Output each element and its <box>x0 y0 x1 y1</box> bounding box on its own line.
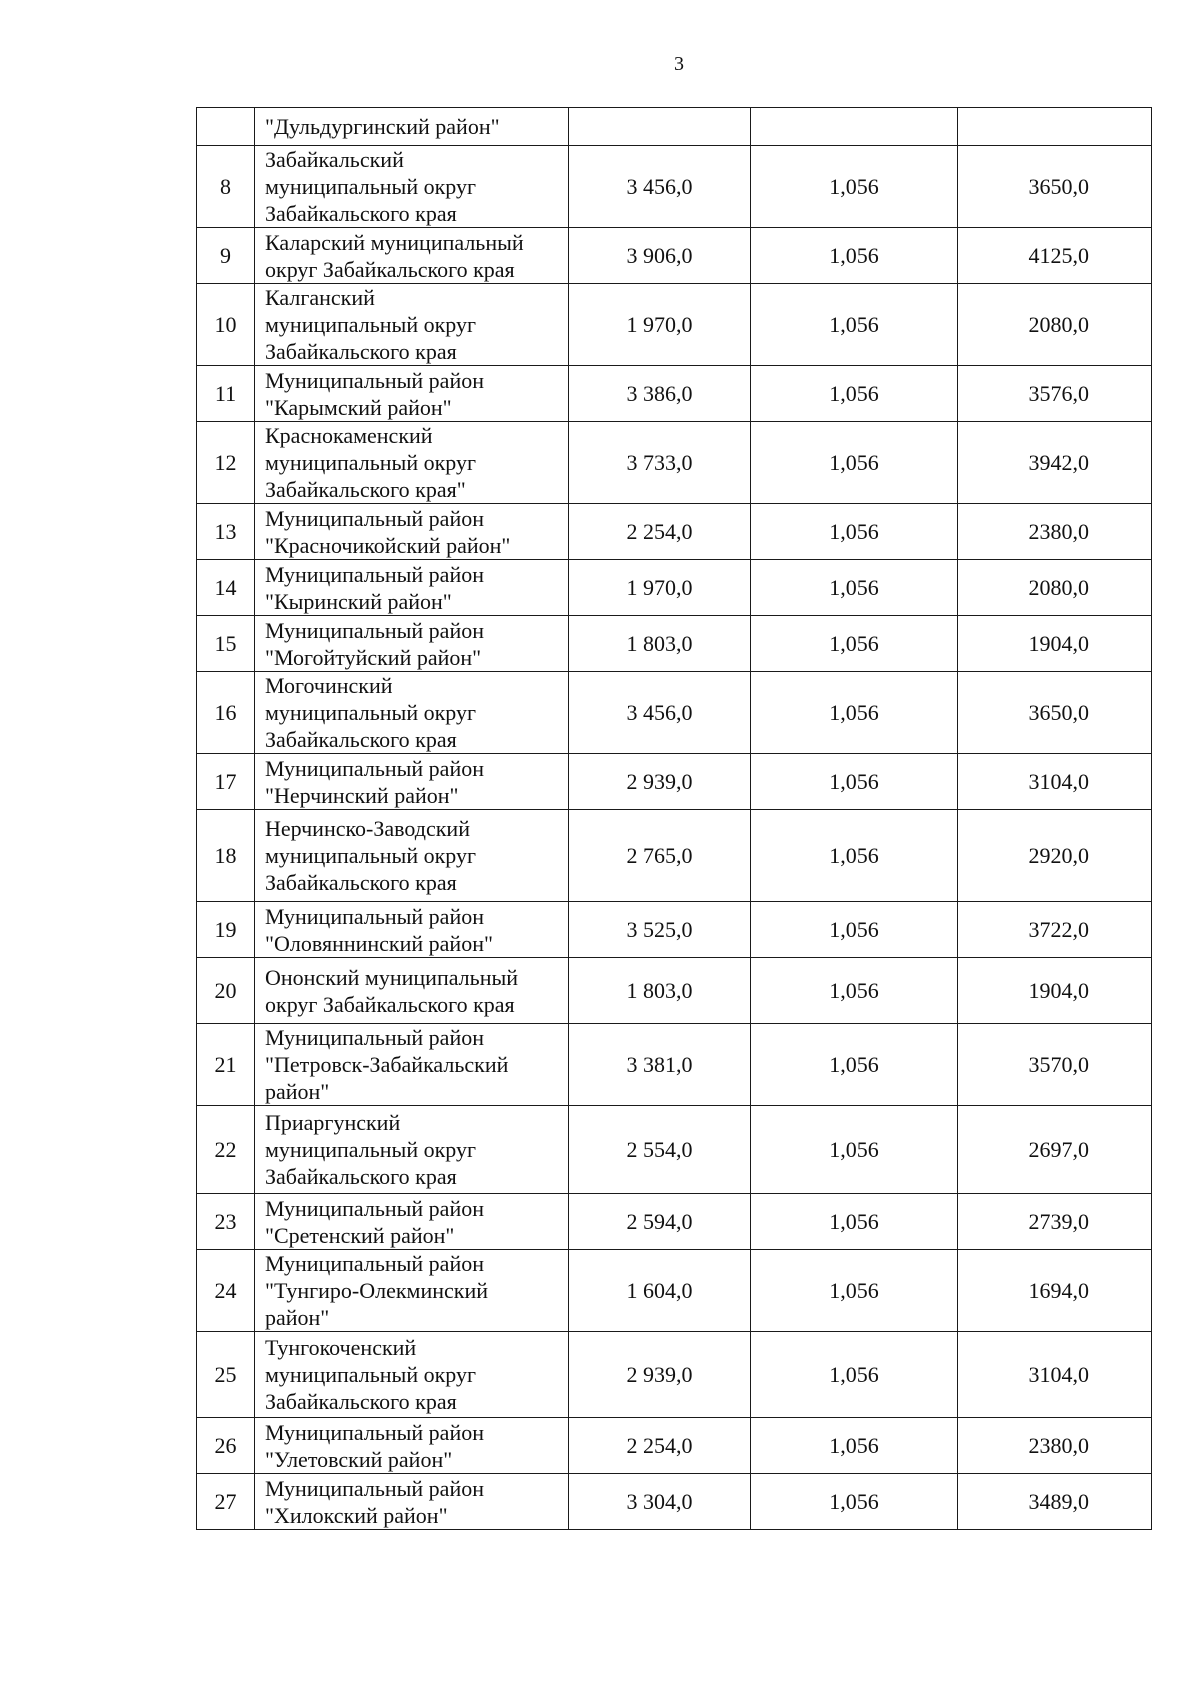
row-number-cell: 22 <box>197 1106 255 1194</box>
district-name-line: муниципальный округ <box>265 174 477 199</box>
value-c-cell: 2920,0 <box>958 810 1152 902</box>
row-number-cell: 20 <box>197 958 255 1024</box>
value-a-cell: 1 604,0 <box>569 1250 751 1332</box>
value-a-cell: 2 594,0 <box>569 1194 751 1250</box>
district-name-line: Забайкальского края <box>265 1164 457 1189</box>
coefficient-cell: 1,056 <box>751 810 958 902</box>
district-name-cell <box>255 228 569 284</box>
row-number-cell: 15 <box>197 616 255 672</box>
district-name-line: "Сретенский район" <box>265 1222 455 1248</box>
value-c-cell: 2380,0 <box>958 504 1152 560</box>
value-c-cell: 3104,0 <box>958 754 1152 810</box>
page-number: 3 <box>674 53 684 75</box>
row-number-cell: 21 <box>197 1024 255 1106</box>
district-name-cell <box>255 616 569 672</box>
value-c-cell: 4125,0 <box>958 228 1152 284</box>
value-c-cell: 1904,0 <box>958 616 1152 672</box>
row-number-cell <box>197 108 255 146</box>
coefficient-cell: 1,056 <box>751 422 958 504</box>
table-row <box>197 1418 1152 1474</box>
district-name-line: "Петровск-Забайкальский <box>265 1052 509 1077</box>
district-name-cell <box>255 284 569 366</box>
row-number-cell: 9 <box>197 228 255 284</box>
district-name-line: Муниципальный район <box>265 755 484 781</box>
district-name-line: Каларский муниципальный <box>265 229 524 255</box>
district-name-cell <box>255 902 569 958</box>
table-row <box>197 1194 1152 1250</box>
table-row <box>197 754 1152 810</box>
value-c-cell: 2739,0 <box>958 1194 1152 1250</box>
coefficient-cell: 1,056 <box>751 754 958 810</box>
district-name-cell <box>255 1194 569 1250</box>
district-name-line: "Тунгиро-Олекминский <box>265 1278 489 1303</box>
value-a-cell: 1 803,0 <box>569 958 751 1024</box>
row-number-cell: 23 <box>197 1194 255 1250</box>
value-a-cell: 3 525,0 <box>569 902 751 958</box>
district-name-line: муниципальный округ <box>265 1362 477 1387</box>
row-number-cell: 26 <box>197 1418 255 1474</box>
district-name-line: "Кыринский район" <box>265 588 452 614</box>
district-name-line: Забайкальского края <box>265 201 457 226</box>
coefficient-cell: 1,056 <box>751 958 958 1024</box>
district-name-line: район" <box>265 1305 330 1330</box>
district-name-line: Забайкальского края <box>265 870 457 895</box>
row-number-cell: 12 <box>197 422 255 504</box>
value-a-cell: 3 456,0 <box>569 146 751 228</box>
district-name-line: "Могойтуйский район" <box>265 644 482 670</box>
district-name-line: Муниципальный район <box>265 1475 484 1501</box>
coefficient-cell: 1,056 <box>751 1474 958 1530</box>
district-name-line: "Оловяннинский район" <box>265 930 493 956</box>
value-c-cell: 3489,0 <box>958 1474 1152 1530</box>
value-c-cell: 1904,0 <box>958 958 1152 1024</box>
table-row <box>197 560 1152 616</box>
table-row <box>197 1024 1152 1106</box>
district-name-cell <box>255 366 569 422</box>
coefficient-cell: 1,056 <box>751 616 958 672</box>
value-a-cell: 3 456,0 <box>569 672 751 754</box>
district-name-line: Забайкальского края <box>265 727 457 752</box>
value-a-cell: 3 386,0 <box>569 366 751 422</box>
district-name-line: Приаргунский <box>265 1110 401 1135</box>
coefficient-cell: 1,056 <box>751 902 958 958</box>
value-a-cell: 3 906,0 <box>569 228 751 284</box>
row-number-cell: 18 <box>197 810 255 902</box>
district-name-line: Муниципальный район <box>265 903 484 929</box>
district-name-cell <box>255 560 569 616</box>
row-number-cell: 19 <box>197 902 255 958</box>
value-c-cell: 3570,0 <box>958 1024 1152 1106</box>
coefficient-cell: 1,056 <box>751 284 958 366</box>
coefficient-cell: 1,056 <box>751 1250 958 1332</box>
coefficient-cell <box>751 108 958 146</box>
district-name-line: муниципальный округ <box>265 450 477 475</box>
value-c-cell: 2380,0 <box>958 1418 1152 1474</box>
district-name-cell <box>255 1332 569 1418</box>
table-body <box>197 108 1152 1530</box>
district-name-line: "Дульдургинский район" <box>265 114 500 139</box>
coefficient-cell: 1,056 <box>751 1194 958 1250</box>
value-a-cell: 3 304,0 <box>569 1474 751 1530</box>
table-row <box>197 284 1152 366</box>
district-name-line: муниципальный округ <box>265 1137 477 1162</box>
value-c-cell: 1694,0 <box>958 1250 1152 1332</box>
row-number-cell: 10 <box>197 284 255 366</box>
table-row <box>197 672 1152 754</box>
value-c-cell: 3722,0 <box>958 902 1152 958</box>
coefficient-cell: 1,056 <box>751 1106 958 1194</box>
district-name-line: Забайкальского края <box>265 1389 457 1414</box>
district-name-cell <box>255 1474 569 1530</box>
value-a-cell: 2 554,0 <box>569 1106 751 1194</box>
coefficient-cell: 1,056 <box>751 504 958 560</box>
table-row <box>197 422 1152 504</box>
coefficient-cell: 1,056 <box>751 1418 958 1474</box>
district-name-line: Муниципальный район <box>265 561 484 587</box>
value-a-cell: 2 939,0 <box>569 754 751 810</box>
coefficient-cell: 1,056 <box>751 672 958 754</box>
row-number-cell: 16 <box>197 672 255 754</box>
district-name-line: муниципальный округ <box>265 312 477 337</box>
district-name-line: Муниципальный район <box>265 1251 484 1276</box>
coefficient-cell: 1,056 <box>751 560 958 616</box>
value-a-cell: 2 254,0 <box>569 504 751 560</box>
district-name-line: Муниципальный район <box>265 1025 484 1050</box>
district-name-cell <box>255 672 569 754</box>
value-c-cell: 3650,0 <box>958 146 1152 228</box>
district-name-cell <box>255 1106 569 1194</box>
district-name-line: Краснокаменский <box>265 423 433 448</box>
value-c-cell: 2080,0 <box>958 560 1152 616</box>
district-name-cell <box>255 422 569 504</box>
row-number-cell: 24 <box>197 1250 255 1332</box>
coefficient-cell: 1,056 <box>751 1024 958 1106</box>
district-name-cell <box>255 504 569 560</box>
district-name-cell <box>255 754 569 810</box>
district-name-line: "Хилокский район" <box>265 1502 448 1528</box>
row-number-cell: 8 <box>197 146 255 228</box>
value-a-cell: 1 970,0 <box>569 560 751 616</box>
district-name-line: "Нерчинский район" <box>265 782 459 808</box>
district-name-line: "Улетовский район" <box>265 1446 453 1472</box>
coefficient-cell: 1,056 <box>751 366 958 422</box>
value-c-cell: 2080,0 <box>958 284 1152 366</box>
district-name-cell <box>255 1024 569 1106</box>
table-row <box>197 616 1152 672</box>
table-row <box>197 1106 1152 1194</box>
district-name-line: район" <box>265 1079 330 1104</box>
table-row <box>197 810 1152 902</box>
value-c-cell: 3104,0 <box>958 1332 1152 1418</box>
value-c-cell: 3650,0 <box>958 672 1152 754</box>
coefficient-cell: 1,056 <box>751 146 958 228</box>
value-a-cell <box>569 108 751 146</box>
district-name-line: "Красночикойский район" <box>265 532 511 558</box>
district-name-line: Могочинский <box>265 673 393 698</box>
table-row <box>197 1332 1152 1418</box>
row-number-cell: 27 <box>197 1474 255 1530</box>
district-name-cell <box>255 146 569 228</box>
value-a-cell: 2 939,0 <box>569 1332 751 1418</box>
value-a-cell: 1 803,0 <box>569 616 751 672</box>
allocation-table <box>196 107 1152 1530</box>
value-a-cell: 2 765,0 <box>569 810 751 902</box>
coefficient-cell: 1,056 <box>751 228 958 284</box>
district-name-line: Муниципальный район <box>265 617 484 643</box>
district-name-line: округ Забайкальского края <box>265 256 515 282</box>
district-name-line: Муниципальный район <box>265 1195 484 1221</box>
district-name-line: Муниципальный район <box>265 367 484 393</box>
row-number-cell: 14 <box>197 560 255 616</box>
table-row <box>197 504 1152 560</box>
district-name-line: округ Забайкальского края <box>265 991 515 1017</box>
district-name-line: Муниципальный район <box>265 1419 484 1445</box>
table-row <box>197 366 1152 422</box>
value-c-cell: 3576,0 <box>958 366 1152 422</box>
table-row <box>197 228 1152 284</box>
district-name-line: муниципальный округ <box>265 843 477 868</box>
district-name-line: Нерчинско-Заводский <box>265 816 470 841</box>
district-name-line: Калганский <box>265 285 375 310</box>
table-row <box>197 146 1152 228</box>
coefficient-cell: 1,056 <box>751 1332 958 1418</box>
district-name-cell <box>255 108 569 146</box>
district-name-cell <box>255 1250 569 1332</box>
district-name-line: муниципальный округ <box>265 700 477 725</box>
value-c-cell: 3942,0 <box>958 422 1152 504</box>
district-name-cell <box>255 810 569 902</box>
district-name-line: Ононский муниципальный <box>265 964 519 990</box>
value-a-cell: 3 381,0 <box>569 1024 751 1106</box>
district-name-cell <box>255 958 569 1024</box>
row-number-cell: 13 <box>197 504 255 560</box>
table-row <box>197 1474 1152 1530</box>
district-name-line: Муниципальный район <box>265 505 484 531</box>
value-a-cell: 1 970,0 <box>569 284 751 366</box>
table-row <box>197 108 1152 146</box>
district-name-line: Тунгокоченский <box>265 1335 417 1360</box>
district-name-line: Забайкальского края <box>265 339 457 364</box>
value-a-cell: 2 254,0 <box>569 1418 751 1474</box>
table-row <box>197 1250 1152 1332</box>
row-number-cell: 25 <box>197 1332 255 1418</box>
row-number-cell: 11 <box>197 366 255 422</box>
value-c-cell <box>958 108 1152 146</box>
row-number-cell: 17 <box>197 754 255 810</box>
district-name-line: "Карымский район" <box>265 394 452 420</box>
value-c-cell: 2697,0 <box>958 1106 1152 1194</box>
district-name-cell <box>255 1418 569 1474</box>
table-row <box>197 958 1152 1024</box>
table-row <box>197 902 1152 958</box>
district-name-line: Забайкальский <box>265 147 404 172</box>
value-a-cell: 3 733,0 <box>569 422 751 504</box>
district-name-line: Забайкальского края" <box>265 477 466 502</box>
